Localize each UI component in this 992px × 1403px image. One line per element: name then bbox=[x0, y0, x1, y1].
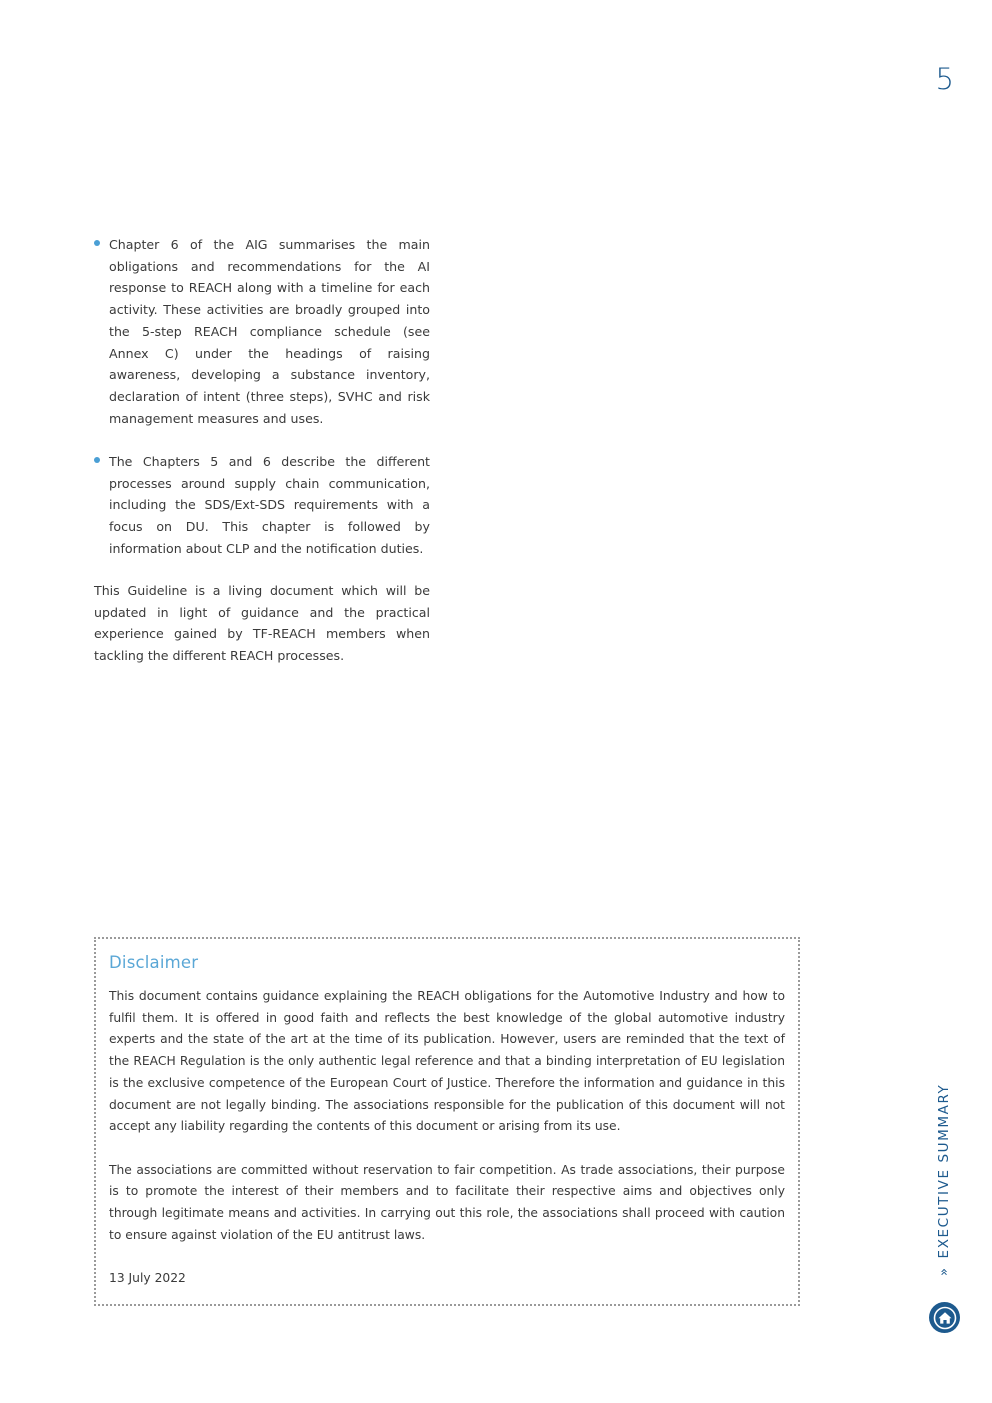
page-number: 5 bbox=[935, 62, 954, 96]
list-item bbox=[94, 234, 430, 429]
list-item bbox=[94, 451, 430, 560]
bullet-icon bbox=[94, 240, 100, 246]
disclaimer-date: 13 July 2022 bbox=[109, 1271, 186, 1286]
bullet-icon bbox=[94, 457, 100, 463]
living-document-paragraph: This Guideline is a living document which will be updated in light of guidance and the practical experience gained by TF-REACH members when tackling the different REACH processes. bbox=[94, 583, 430, 664]
bullet-text: Chapter 6 of the AIG summarises the main obligations and recommendations for the AI response to REACH along with a timeline for each activity. These activities are broadly grouped into the 5-step REACH compliance schedule (see Annex C) under the headings of raising awareness, developing a substance inventory, declaration of intent (three steps), SVHC and risk management measures and uses. bbox=[109, 237, 430, 426]
disclaimer-paragraph: This document contains guidance explaining the REACH obligations for the Automotive Industry and how to fulfil them. It is offered in good faith and reflects the best knowledge of the global automotive industry experts and the state of the art at the time of its publication. However, users are reminded that the text of the REACH Regulation is the only authentic legal reference and that a binding interpretation of EU legislation is the exclusive competence of the European Court of Justice. Therefore the information and guidance in this document are not legally binding. The associations responsible for the publication of this document will not accept any liability regarding the contents of this document or arising from its use. bbox=[109, 989, 785, 1134]
disclaimer-box bbox=[94, 937, 800, 1306]
disclaimer-title: Disclaimer bbox=[109, 953, 199, 972]
bullet-list bbox=[94, 234, 430, 581]
side-nav-executive-summary[interactable] bbox=[934, 1083, 958, 1276]
chevron-right-icon: » bbox=[937, 1266, 952, 1276]
side-nav-label: EXECUTIVE SUMMARY bbox=[936, 1083, 952, 1259]
home-button[interactable] bbox=[929, 1302, 960, 1333]
bullet-text: The Chapters 5 and 6 describe the different processes around supply chain communication, including the SDS/Ext-SDS requirements with a focus on DU. This chapter is followed by information about CLP and the notification duties. bbox=[109, 454, 430, 556]
home-icon bbox=[933, 1306, 957, 1330]
disclaimer-paragraph: The associations are committed without reservation to fair competition. As trade associations, their purpose is to promote the interest of their members and to facilitate their respective aims and objectives only through legitimate means and activities. In carrying out this role, the associations shall proceed with caution to ensure against violation of the EU antitrust laws. bbox=[109, 1162, 785, 1242]
